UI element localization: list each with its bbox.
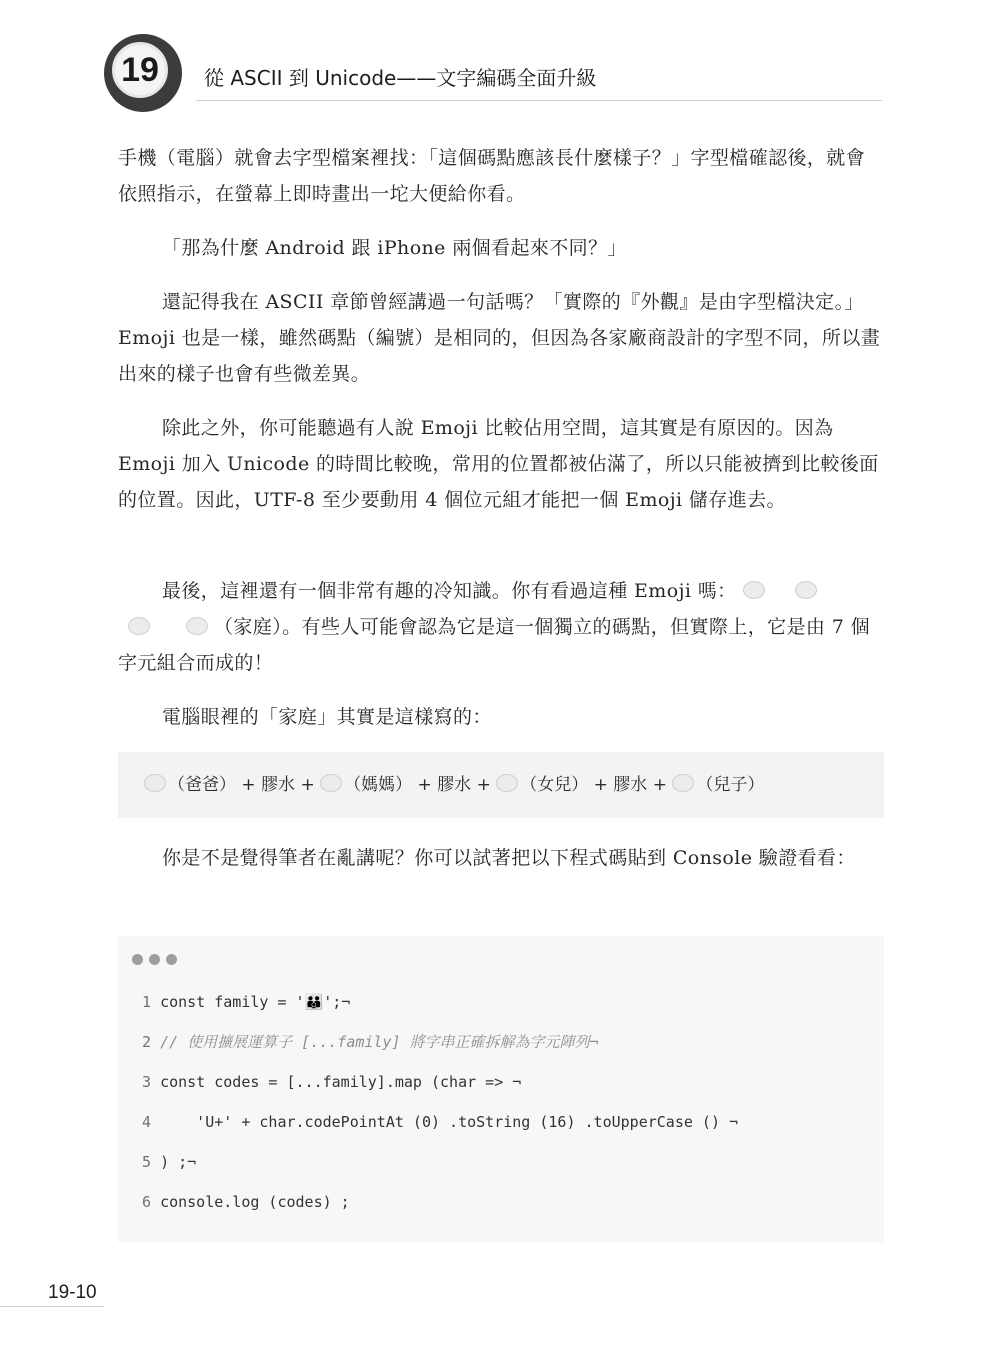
paragraph-2: 「那為什麼 Android 跟 iPhone 兩個看起來不同？」: [162, 237, 627, 259]
man-emoji-icon: [743, 581, 765, 599]
code-text: ) ;¬: [160, 1153, 197, 1171]
line-number: 4: [142, 1113, 152, 1131]
code-text: console.log (codes) ;: [160, 1193, 350, 1211]
paragraph-5-text-after: （家庭）。有些人可能會認為它是這一個獨立的碼點，但實際上，它是由 7 個字元組合而成的！: [118, 616, 871, 674]
paragraph-4: 除此之外，你可能聽過有人說 Emoji 比較佔用空間，這其實是有原因的。因為 Emoji 加入 Unicode 的時間比較晚，常用的位置都被佔滿了，所以只能被擠到比較後面的位置。因此，UTF-8 至少要動用 4 個位元組才能把一個 Emoji 儲存進去。: [118, 417, 879, 511]
code-line-3: [142, 1070, 521, 1094]
paragraph-7: 你是不是覺得筆者在亂講呢？你可以試著把以下程式碼貼到 Console 驗證看看：: [162, 847, 856, 869]
line-number: 1: [142, 993, 152, 1011]
line-number: 2: [142, 1033, 152, 1051]
formula-plus: +: [476, 775, 491, 795]
code-text: const family = '👪';¬: [160, 993, 351, 1011]
page-number: 19-10: [48, 1282, 97, 1303]
dot-icon: [149, 954, 160, 965]
boy-emoji-icon: [672, 774, 694, 792]
chapter-badge: [104, 34, 182, 112]
formula-glue: 膠水: [437, 775, 472, 795]
girl-emoji-icon: [128, 617, 150, 635]
dot-icon: [166, 954, 177, 965]
code-line-1: [142, 990, 350, 1014]
formula-plus: +: [300, 775, 315, 795]
line-number: 3: [142, 1073, 152, 1091]
formula-mom: （媽媽）: [344, 775, 413, 795]
family-formula-box: [118, 752, 884, 818]
formula-glue: 膠水: [613, 775, 648, 795]
boy-emoji-icon: [186, 617, 208, 635]
line-number: 5: [142, 1153, 152, 1171]
chapter-title: 從 ASCII 到 Unicode——文字編碼全面升級: [204, 66, 597, 90]
formula-plus: +: [593, 775, 608, 795]
chapter-number: 19: [112, 42, 168, 98]
code-line-6: [142, 1190, 350, 1214]
window-dots: [132, 950, 183, 969]
formula-glue: 膠水: [261, 775, 296, 795]
paragraph-6: 電腦眼裡的「家庭」其實是這樣寫的：: [162, 706, 492, 728]
paragraph-5: [118, 573, 884, 681]
header-divider: [196, 100, 882, 101]
paragraph-5-text-before: 最後，這裡還有一個非常有趣的冷知識。你有看過這種 Emoji 嗎：: [162, 580, 737, 602]
code-text: const codes = [...family].map (char => ¬: [160, 1073, 522, 1091]
code-line-5: [142, 1150, 196, 1174]
formula-plus: +: [652, 775, 667, 795]
formula-son: （兒子）: [696, 775, 765, 795]
man-emoji-icon: [144, 774, 166, 792]
paragraph-3: 還記得我在 ASCII 章節曾經講過一句話嗎？「實際的『外觀』是由字型檔決定。」Emoji 也是一樣，雖然碼點（編號）是相同的，但因為各家廠商設計的字型不同，所以畫出來的樣子也會有些微差異。: [118, 291, 881, 385]
code-text: 'U+' + char.codePointAt (0) .toString (16) .toUpperCase () ¬: [160, 1113, 739, 1131]
code-line-4: [142, 1110, 738, 1134]
woman-emoji-icon: [320, 774, 342, 792]
formula-dad: （爸爸）: [168, 775, 236, 795]
paragraph-1: 手機（電腦）就會去字型檔案裡找：「這個碼點應該長什麼樣子？」字型檔確認後，就會依照指示，在螢幕上即時畫出一坨大便給你看。: [118, 147, 866, 205]
formula-plus: +: [241, 775, 256, 795]
code-block: [118, 936, 884, 1242]
footer-divider: [0, 1306, 104, 1307]
code-comment: // 使用擴展運算子 [...family] 將字串正確拆解為字元陣列¬: [160, 1033, 599, 1051]
formula-plus: +: [417, 775, 432, 795]
formula-daughter: （女兒）: [520, 775, 589, 795]
code-line-2: [142, 1030, 599, 1054]
dot-icon: [132, 954, 143, 965]
girl-emoji-icon: [496, 774, 518, 792]
line-number: 6: [142, 1193, 152, 1211]
woman-emoji-icon: [795, 581, 817, 599]
